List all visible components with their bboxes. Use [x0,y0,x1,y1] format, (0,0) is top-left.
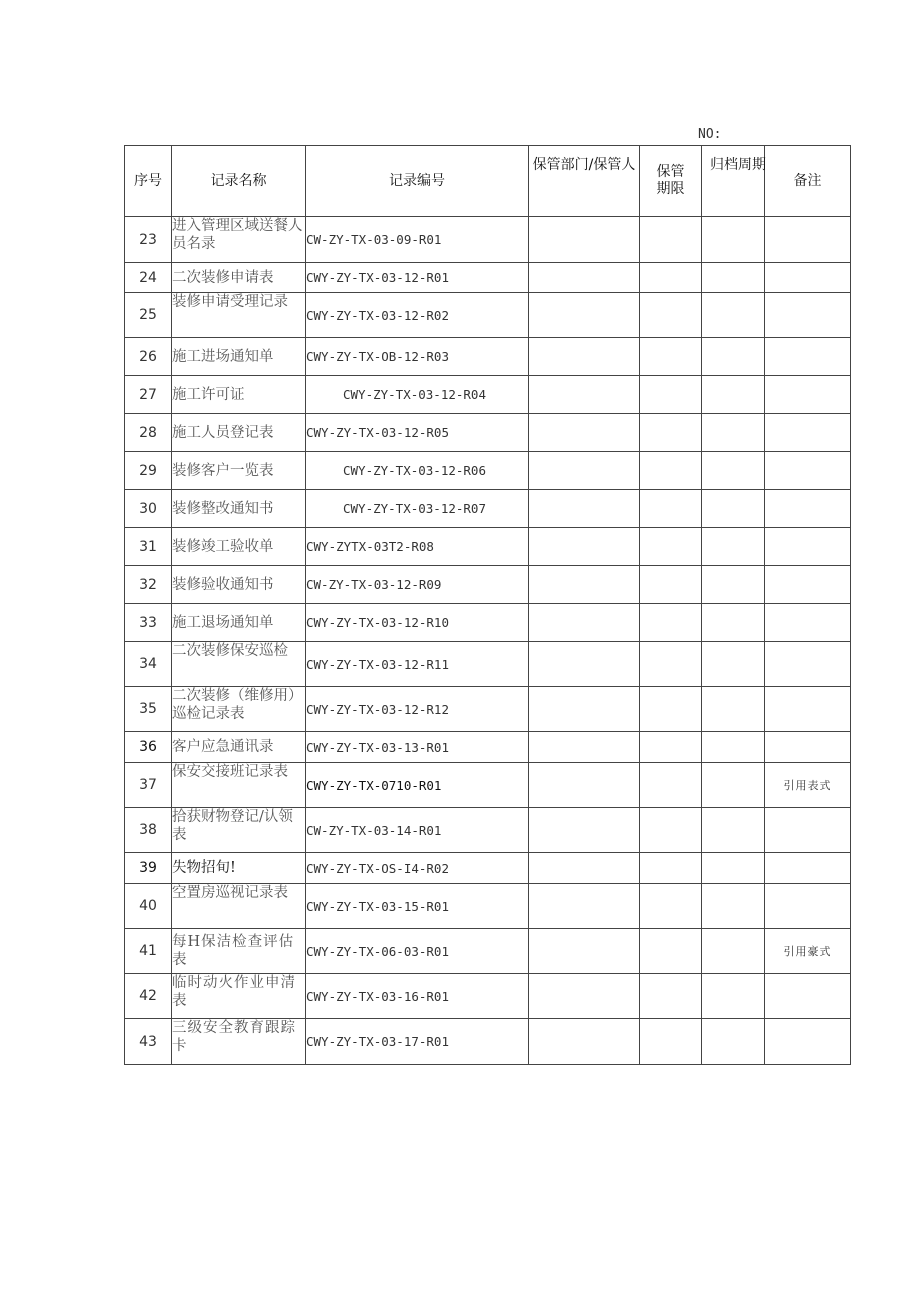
row-seq: 34 [125,642,172,687]
row-archive [702,687,765,732]
table-row [125,763,851,808]
row-code: CWY-ZYTX-03T2-R08 [306,528,529,566]
row-period [640,604,702,642]
row-period [640,974,702,1019]
row-seq: 24 [125,263,172,293]
row-archive [702,642,765,687]
row-note [765,293,851,338]
row-archive [702,1019,765,1065]
row-period [640,376,702,414]
row-archive [702,293,765,338]
row-period [640,263,702,293]
row-seq: 30 [125,490,172,528]
row-name: 施工许可证 [172,376,306,414]
row-seq: 32 [125,566,172,604]
row-dept [529,732,640,763]
row-note [765,687,851,732]
row-seq: 31 [125,528,172,566]
row-seq: 23 [125,217,172,263]
row-name: 客户应急通讯录 [172,732,306,763]
row-note [765,452,851,490]
header-note: 备注 [765,146,851,217]
row-seq: 33 [125,604,172,642]
row-code: CW-ZY-TX-03-14-R01 [306,808,529,853]
row-archive [702,452,765,490]
row-seq: 27 [125,376,172,414]
row-note [765,528,851,566]
row-name: 进入管理区域送餐人员名录 [172,217,306,263]
row-code: CWY-ZY-TX-03-12-R07 [306,490,529,528]
row-name: 施工人员登记表 [172,414,306,452]
row-period [640,642,702,687]
row-seq: 42 [125,974,172,1019]
row-period [640,528,702,566]
row-period [640,217,702,263]
row-archive [702,414,765,452]
header-seq: 序号 [125,146,172,217]
row-note [765,1019,851,1065]
row-dept [529,414,640,452]
row-dept [529,974,640,1019]
row-period [640,763,702,808]
row-note [765,338,851,376]
document-number-label: NO: [698,127,722,142]
row-name: 每H保洁检查评估表 [172,929,306,974]
row-dept [529,376,640,414]
row-dept [529,452,640,490]
header-period: 保管期限 [640,146,702,217]
row-archive [702,732,765,763]
row-name: 临时动火作业申清表 [172,974,306,1019]
row-period [640,884,702,929]
row-seq: 35 [125,687,172,732]
row-period [640,687,702,732]
row-code: CWY-ZY-TX-03-12-R10 [306,604,529,642]
row-archive [702,338,765,376]
row-archive [702,528,765,566]
row-dept [529,853,640,884]
row-code: CWY-ZY-TX-OB-12-R03 [306,338,529,376]
row-seq: 38 [125,808,172,853]
row-dept [529,929,640,974]
row-note: 引用表式 [765,763,851,808]
row-seq: 36 [125,732,172,763]
row-note [765,642,851,687]
row-code: CWY-ZY-TX-03-12-R05 [306,414,529,452]
row-dept [529,1019,640,1065]
row-archive [702,974,765,1019]
row-dept [529,566,640,604]
table-row [125,376,851,414]
row-note [765,263,851,293]
table-row [125,452,851,490]
row-name: 空置房巡视记录表 [172,884,306,929]
table-header-row [125,146,851,217]
row-seq: 43 [125,1019,172,1065]
row-name: 装修验收通知书 [172,566,306,604]
row-period [640,853,702,884]
row-code: CWY-ZY-TX-03-12-R06 [306,452,529,490]
row-note [765,414,851,452]
row-code: CWY-ZY-TX-03-13-R01 [306,732,529,763]
header-code: 记录编号 [306,146,529,217]
row-code: CWY-ZY-TX-03-12-R01 [306,263,529,293]
row-name: 二次装修申请表 [172,263,306,293]
row-name: 保安交接班记录表 [172,763,306,808]
row-dept [529,293,640,338]
row-dept [529,808,640,853]
row-code: CWY-ZY-TX-03-12-R04 [306,376,529,414]
row-name: 二次装修（维修用）巡检记录表 [172,687,306,732]
table-row [125,566,851,604]
table-row [125,929,851,974]
row-period [640,452,702,490]
row-note [765,376,851,414]
row-code: CWY-ZY-TX-03-16-R01 [306,974,529,1019]
row-period [640,1019,702,1065]
row-archive [702,566,765,604]
row-archive [702,604,765,642]
row-note: 引用豪式 [765,929,851,974]
header-archive: 归档周期 [702,146,765,217]
row-dept [529,338,640,376]
row-code: CWY-ZY-TX-03-17-R01 [306,1019,529,1065]
row-period [640,808,702,853]
records-table [124,145,851,1065]
row-seq: 40 [125,884,172,929]
row-dept [529,687,640,732]
row-seq: 29 [125,452,172,490]
row-code: CWY-ZY-TX-0710-R01 [306,763,529,808]
table-row [125,1019,851,1065]
row-seq: 39 [125,853,172,884]
row-code: CWY-ZY-TX-03-12-R12 [306,687,529,732]
row-name: 装修整改通知书 [172,490,306,528]
row-code: CWY-ZY-TX-03-15-R01 [306,884,529,929]
row-period [640,490,702,528]
row-period [640,338,702,376]
row-name: 装修申请受理记录 [172,293,306,338]
table-row [125,528,851,566]
row-archive [702,263,765,293]
row-dept [529,528,640,566]
row-note [765,974,851,1019]
row-period [640,929,702,974]
row-code: CWY-ZY-TX-06-03-R01 [306,929,529,974]
row-name: 装修竣工验收单 [172,528,306,566]
row-archive [702,217,765,263]
row-code: CWY-ZY-TX-OS-I4-R02 [306,853,529,884]
header-name: 记录名称 [172,146,306,217]
row-dept [529,490,640,528]
row-dept [529,604,640,642]
row-code: CW-ZY-TX-03-12-R09 [306,566,529,604]
row-code: CWY-ZY-TX-03-12-R02 [306,293,529,338]
header-dept: 保管部门/保管人 [529,146,640,217]
row-name: 二次装修保安巡检 [172,642,306,687]
table-row [125,414,851,452]
row-code: CW-ZY-TX-03-09-R01 [306,217,529,263]
table-row [125,808,851,853]
row-seq: 25 [125,293,172,338]
row-archive [702,853,765,884]
row-note [765,732,851,763]
table-row [125,263,851,293]
row-dept [529,263,640,293]
row-name: 施工进场通知单 [172,338,306,376]
row-note [765,604,851,642]
row-note [765,566,851,604]
row-archive [702,808,765,853]
table-row [125,732,851,763]
row-period [640,732,702,763]
row-name: 三级安全教育跟踪卡 [172,1019,306,1065]
row-seq: 26 [125,338,172,376]
row-note [765,884,851,929]
row-code: CWY-ZY-TX-03-12-R11 [306,642,529,687]
row-note [765,808,851,853]
row-name: 失物招旬! [172,853,306,884]
table-row [125,217,851,263]
row-seq: 28 [125,414,172,452]
table-row [125,853,851,884]
table-row [125,490,851,528]
row-archive [702,763,765,808]
row-dept [529,642,640,687]
row-name: 施工退场通知单 [172,604,306,642]
row-dept [529,763,640,808]
table-row [125,884,851,929]
table-row [125,338,851,376]
row-archive [702,490,765,528]
row-archive [702,929,765,974]
row-seq: 37 [125,763,172,808]
table-row [125,687,851,732]
row-period [640,566,702,604]
row-note [765,490,851,528]
row-name: 装修客户一览表 [172,452,306,490]
row-archive [702,884,765,929]
row-dept [529,884,640,929]
row-note [765,217,851,263]
row-name: 拾获财物登记/认领表 [172,808,306,853]
row-seq: 41 [125,929,172,974]
table-row [125,974,851,1019]
table-row [125,642,851,687]
row-note [765,853,851,884]
row-period [640,293,702,338]
row-period [640,414,702,452]
table-row [125,293,851,338]
row-dept [529,217,640,263]
row-archive [702,376,765,414]
table-row [125,604,851,642]
